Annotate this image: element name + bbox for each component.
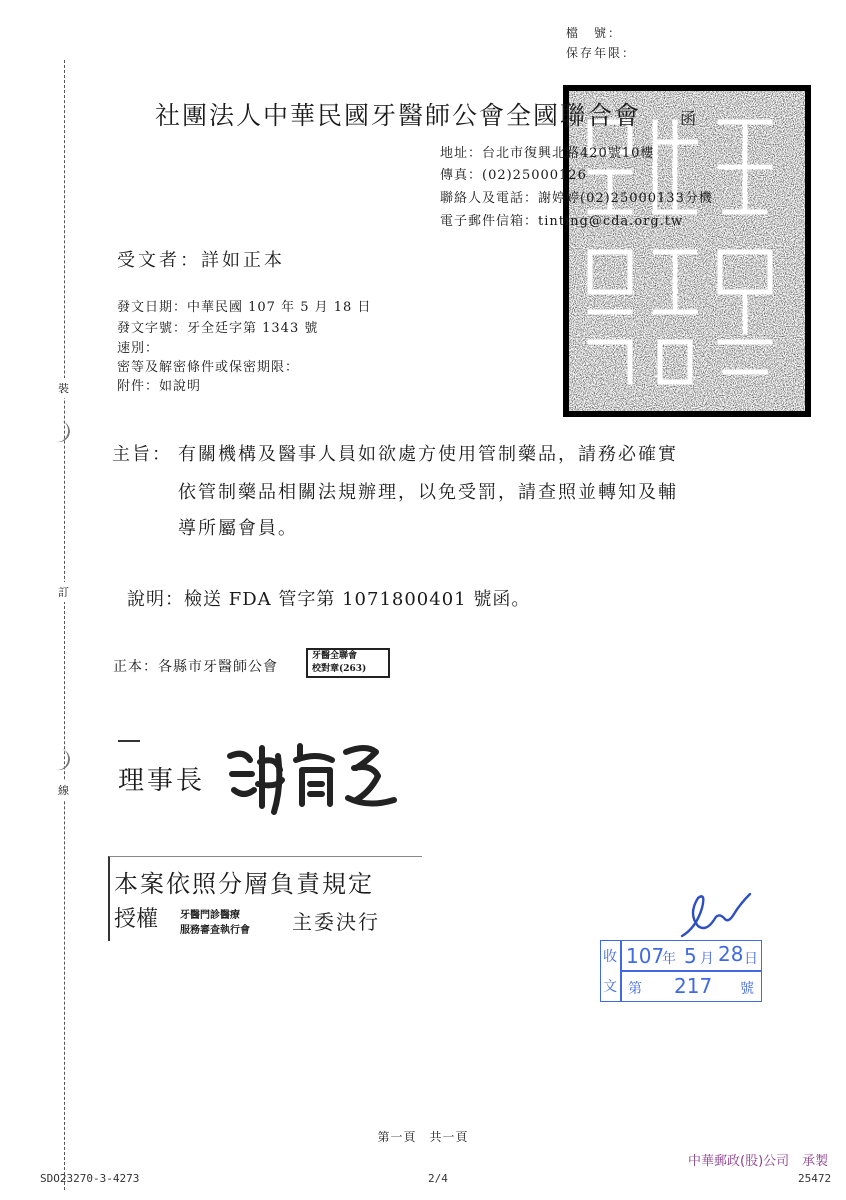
explanation: 說明：檢送 FDA 管字第 1071800401 號函。 [127, 589, 531, 610]
received-char: 收 [603, 949, 617, 965]
binding-mark-line: 線 [58, 780, 69, 800]
received-day: 28 [718, 942, 744, 966]
official-seal [560, 82, 816, 422]
delegation-line-1: 本案依照分層負責規定 [114, 870, 374, 898]
chair-dash [118, 740, 140, 742]
chair-signature [222, 738, 402, 818]
received-month: 5 [684, 944, 697, 968]
handwritten-initial [676, 886, 756, 944]
delegation-unit-line-1: 牙醫門診醫療 [180, 910, 240, 921]
form-code: SDO23270-3-4273 [40, 1172, 140, 1185]
recipient: 受文者：詳如正本 [117, 250, 285, 271]
doc-type-label: 函 [680, 109, 697, 128]
proofread-stamp [306, 648, 390, 678]
received-no-label: 第 [628, 981, 642, 997]
received-no-value: 217 [674, 974, 713, 998]
fax-line: 傳真：(02)25000126 [440, 168, 587, 183]
delegation-decision: 主委決行 [292, 910, 380, 934]
secrecy-level: 密等及解密條件或保密期限： [117, 360, 300, 375]
received-day-unit: 日 [744, 951, 758, 967]
delegation-authorize: 授權 [114, 907, 159, 932]
document-number: 發文字號：牙全廷字第 1343 號 [117, 321, 319, 336]
binding-mark-order: 訂 [58, 582, 69, 602]
received-month-unit: 月 [700, 951, 714, 967]
document-char: 文 [603, 979, 617, 995]
subject-line-3: 導所屬會員。 [178, 518, 298, 539]
received-year-unit: 年 [662, 951, 676, 967]
binding-line [64, 60, 65, 1190]
attachment: 附件：如說明 [117, 379, 202, 394]
subject-line-1: 有關機構及醫事人員如欲處方使用管制藥品，請務必確實 [178, 444, 678, 465]
serial-code: 25472 [798, 1172, 832, 1185]
file-number-label: 檔 號： [566, 26, 623, 40]
received-stamp [600, 940, 760, 1000]
chair-title: 理事長 [118, 766, 206, 796]
proofread-stamp-line1: 牙醫全聯會 [312, 651, 358, 661]
received-year: 107 [626, 944, 665, 968]
address-line: 地址：台北市復興北路420號10樓 [440, 146, 655, 161]
punch-hole-upper [44, 417, 73, 444]
retention-period-label: 保存年限： [566, 46, 637, 60]
delegation-unit-line-2: 服務審查執行會 [180, 925, 250, 936]
org-name: 社團法人中華民國牙醫師公會全國聯合會 [155, 101, 642, 130]
proofread-stamp-line2: 校對章(263) [312, 664, 367, 674]
cc-recipients: 正本：各縣市牙醫師公會 [113, 659, 278, 675]
speed-class: 速別： [117, 341, 160, 356]
issue-date: 發文日期：中華民國 107 年 5 月 18 日 [117, 300, 372, 315]
contact-line: 聯絡人及電話：謝婷婷(02)25000133分機 [440, 191, 713, 206]
punch-hole-lower [44, 745, 73, 772]
printer-credit: 中華郵政(股)公司 承製 [688, 1154, 829, 1169]
subject-line-2: 依管制藥品相關法規辦理，以免受罰，請查照並轉知及輔 [178, 482, 678, 503]
sheet-counter: 2/4 [428, 1172, 448, 1185]
page-number: 第一頁 共一頁 [377, 1130, 469, 1144]
received-no-unit: 號 [740, 981, 754, 997]
email-line: 電子郵件信箱：tinting@cda.org.tw [440, 214, 684, 229]
subject-label: 主旨： [112, 444, 172, 465]
binding-mark-bind: 裝 [58, 378, 69, 398]
